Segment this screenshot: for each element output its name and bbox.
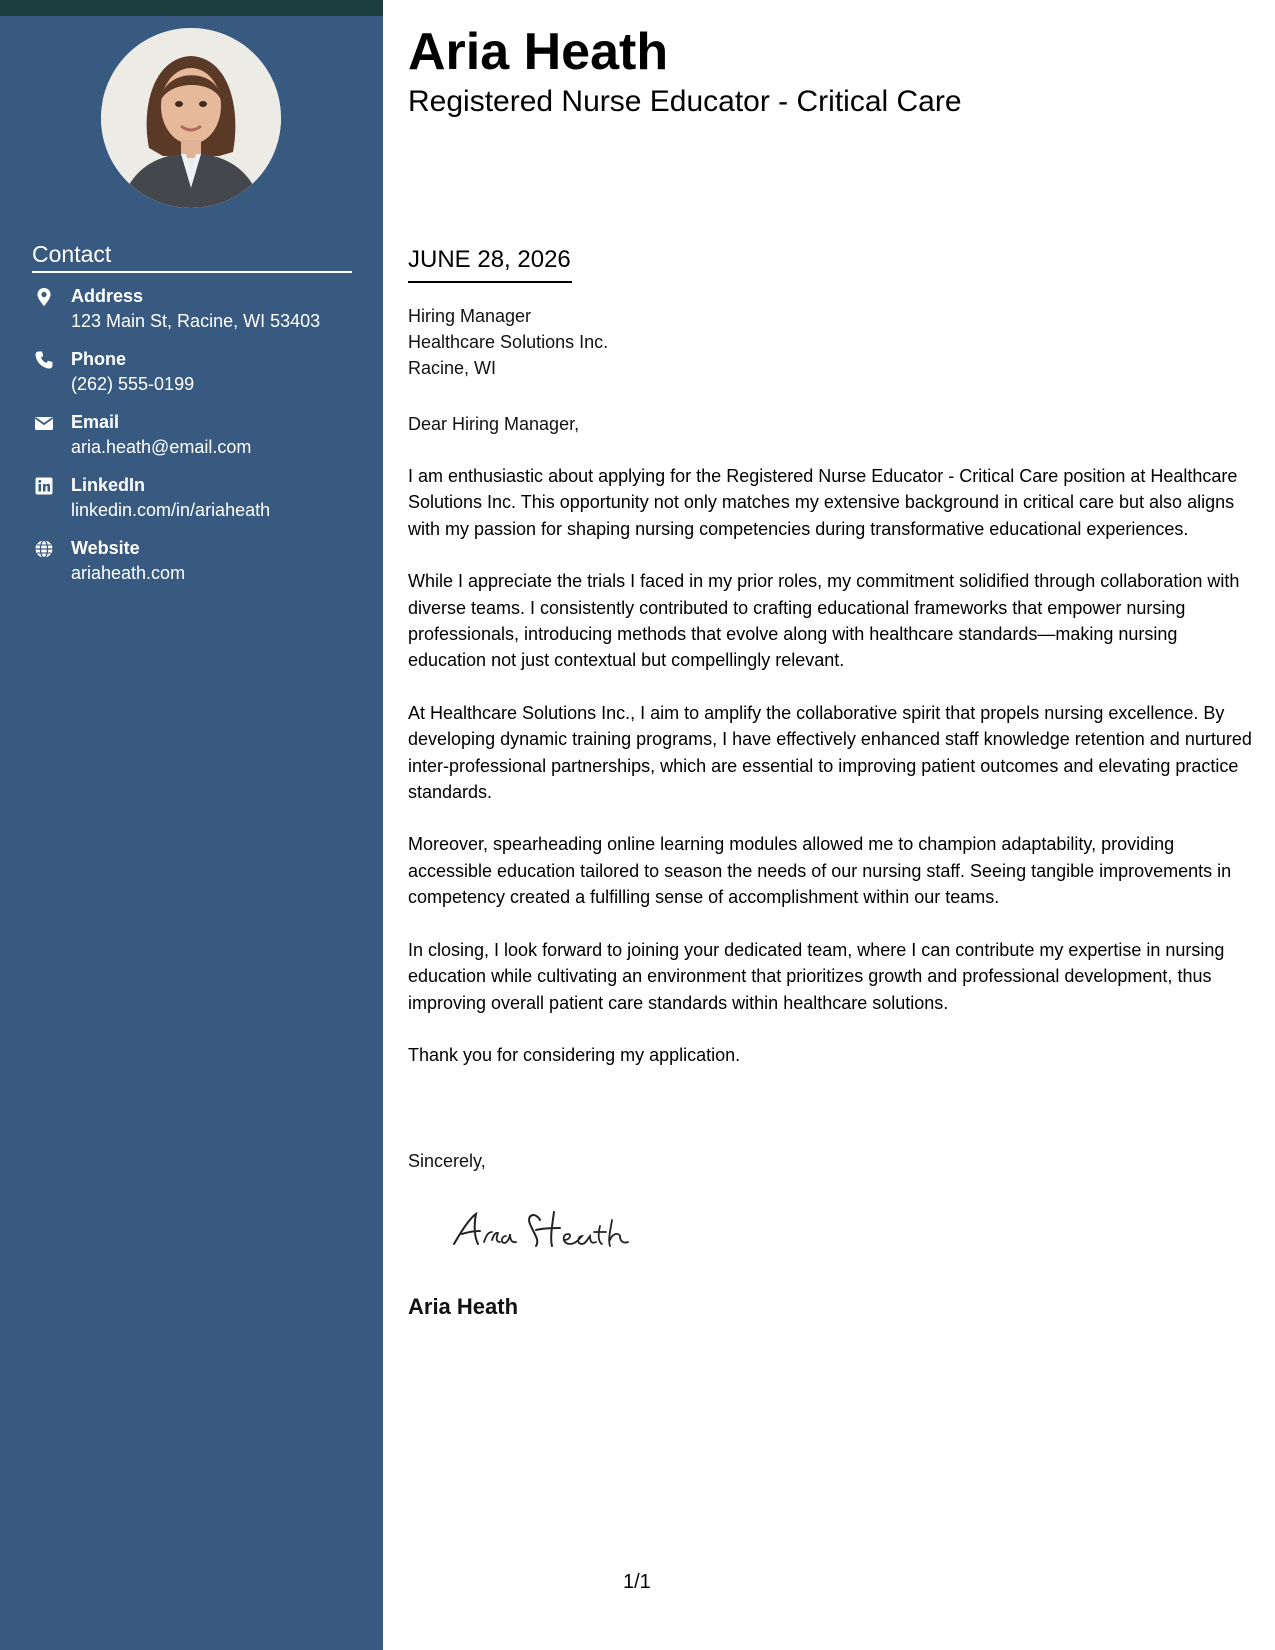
contact-value: (262) 555-0199 (71, 374, 195, 394)
contact-value: aria.heath@email.com (71, 437, 252, 457)
applicant-name: Aria Heath (408, 23, 669, 81)
job-title: Registered Nurse Educator - Critical Care (408, 85, 962, 118)
letter-date: JUNE 28, 2026 (408, 246, 571, 273)
contact-heading: Contact (32, 241, 112, 267)
recipient-block (408, 303, 608, 381)
linkedin-icon (34, 476, 54, 496)
contact-value: linkedin.com/in/ariaheath (71, 500, 271, 520)
page-number: 1/1 (623, 1571, 651, 1593)
contact-email (32, 410, 362, 473)
profile-photo (101, 28, 281, 208)
closing: Sincerely, (408, 1151, 486, 1171)
letter-body (408, 463, 1253, 1094)
sidebar (0, 0, 383, 1650)
contact-divider (32, 271, 352, 273)
contact-list (32, 284, 362, 599)
envelope-icon (34, 413, 54, 433)
body-paragraph: In closing, I look forward to joining your dedicated team, where I can contribute my expertise in nursing education while cultivating an environment that prioritizes growth and professional development, thus improving overall patient care standards within healthcare solutions. (408, 939, 1225, 1013)
phone-icon (34, 350, 54, 370)
salutation: Dear Hiring Manager, (408, 414, 580, 434)
contact-website (32, 536, 362, 599)
body-paragraph: While I appreciate the trials I faced in my prior roles, my commitment solidified through collaboration with diverse teams. I consistently contributed to crafting educational frameworks that empower nursing professionals, introducing methods that evolve along with healthcare standards—making nursing education not just contextual but compellingly relevant. (408, 571, 1240, 671)
contact-label: Phone (71, 349, 127, 369)
contact-label: Address (71, 286, 144, 306)
body-paragraph: Moreover, spearheading online learning modules allowed me to champion adaptability, providing accessible education tailored to season the needs of our nursing staff. Seeing tangible improvements in competency created a fulfilling sense of accomplishment within our teams. (408, 834, 1232, 908)
contact-label: Website (71, 538, 140, 558)
body-paragraph: Thank you for considering my application. (408, 1044, 741, 1065)
contact-value: 123 Main St, Racine, WI 53403 (71, 311, 321, 331)
handwritten-signature (440, 1200, 650, 1260)
contact-linkedin (32, 473, 362, 536)
recipient-line: Hiring Manager (408, 306, 532, 326)
contact-address (32, 284, 362, 347)
map-pin-icon (34, 287, 54, 307)
recipient-line: Healthcare Solutions Inc. (408, 332, 609, 352)
signer-name: Aria Heath (408, 1294, 519, 1319)
contact-label: LinkedIn (71, 475, 146, 495)
recipient-line: Racine, WI (408, 358, 497, 378)
globe-icon (34, 539, 54, 559)
date-underline (408, 281, 572, 283)
contact-value: ariaheath.com (71, 563, 186, 583)
sidebar-top-bar (0, 0, 383, 16)
contact-phone (32, 347, 362, 410)
body-paragraph: I am enthusiastic about applying for the Registered Nurse Educator - Critical Care position at Healthcare Solutions Inc. This opportunity not only matches my extensive background in critical care but also aligns with my passion for shaping nursing competencies during transformative educational experiences. (408, 466, 1238, 539)
contact-label: Email (71, 412, 120, 432)
body-paragraph: At Healthcare Solutions Inc., I aim to amplify the collaborative spirit that propels nursing excellence. By developing dynamic training programs, I have effectively enhanced staff knowledge retention and nurtured inter-professional partnerships, which are essential to improving patient outcomes and elevating practice standards. (408, 702, 1252, 803)
